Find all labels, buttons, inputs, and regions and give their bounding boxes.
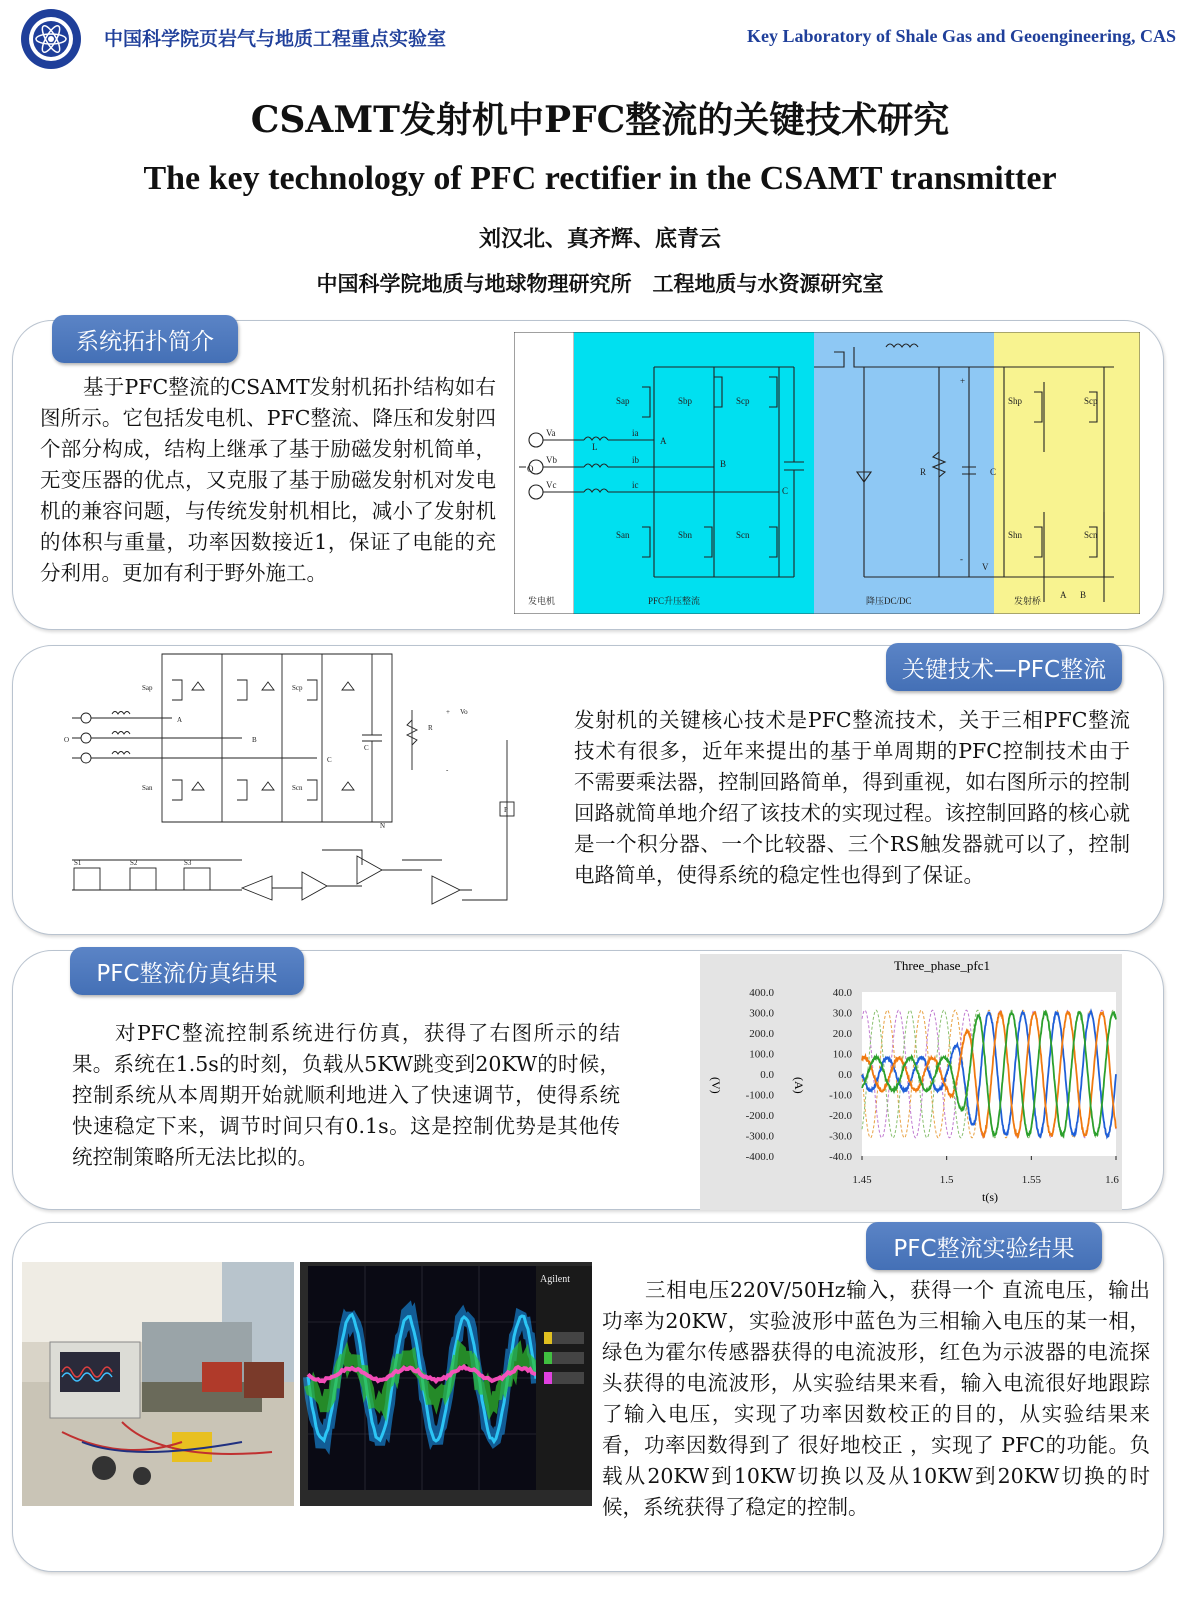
simulation-chart <box>700 954 1122 1210</box>
topology-diagram <box>514 332 1140 614</box>
topo-sap: Sap <box>616 396 630 406</box>
affiliation: 中国科学院地质与地球物理研究所 工程地质与水资源研究室 <box>316 272 884 296</box>
chart-ylabel-left: (V) <box>709 1077 723 1094</box>
svg-text:S1: S1 <box>74 859 82 867</box>
svg-text:S2: S2 <box>130 859 138 867</box>
topo-scn: Scn <box>736 530 750 540</box>
topo-plus: + <box>960 376 966 386</box>
chart-xtick: 1.45 <box>852 1174 872 1186</box>
topo-va: Va <box>546 428 556 438</box>
section-experiment-tag: PFC整流实验结果 <box>866 1222 1102 1270</box>
lab-photo <box>22 1262 294 1506</box>
chart-ytick-left: -300.0 <box>745 1130 774 1143</box>
chart-ytick-right: -20.0 <box>829 1110 852 1122</box>
svg-text:A: A <box>177 716 183 724</box>
topo-minus: - <box>960 554 963 564</box>
title-english: The key technology of PFC rectifier in the CSAMT transmitter <box>143 160 1057 197</box>
chart-ytick-left: 300.0 <box>749 1007 774 1020</box>
topo-sbn: Sbn <box>678 530 693 540</box>
section-topology-tag: 系统拓扑简介 <box>52 315 238 363</box>
chart-ytick-left: 0.0 <box>760 1069 774 1081</box>
authors: 刘汉北、真齐辉、底青云 <box>478 227 721 252</box>
topo-neutral: O <box>527 464 534 474</box>
topo-c: C <box>990 467 997 477</box>
chart-xtick: 1.6 <box>1105 1174 1119 1186</box>
svg-text:C: C <box>364 744 369 752</box>
topo-san: San <box>616 530 630 540</box>
chart-ytick-left: 100.0 <box>749 1048 774 1061</box>
chart-xtick: 1.5 <box>939 1174 954 1186</box>
header-lab-en: Key Laboratory of Shale Gas and Geoengineering, CAS <box>746 26 1176 46</box>
topo-zone-pfc: PFC升压整流 <box>648 596 701 606</box>
chart-ytick-right: 20.0 <box>832 1028 852 1040</box>
topo-vb: Vb <box>546 455 557 465</box>
chart-ytick-left: 200.0 <box>749 1028 774 1040</box>
svg-text:-: - <box>446 766 449 774</box>
svg-text:Vo: Vo <box>460 708 468 716</box>
chart-ytick-right: -10.0 <box>829 1089 852 1102</box>
topo-out-a: A <box>1060 590 1067 600</box>
section-simulation-tag: PFC整流仿真结果 <box>70 947 304 995</box>
title-chinese: CSAMT发射机中PFC整流的关键技术研究 <box>250 99 950 141</box>
topo-zone-dcdc: 降压DC/DC <box>866 596 912 606</box>
scope-brand: Agilent <box>540 1274 570 1285</box>
chart-ytick-right: 40.0 <box>832 987 852 999</box>
svg-text:Scn: Scn <box>292 784 303 792</box>
section-simulation-text <box>72 1018 620 1173</box>
topo-out-b: B <box>1080 590 1087 600</box>
chart-ytick-left: -200.0 <box>745 1110 774 1122</box>
svg-text:Sap: Sap <box>142 684 153 692</box>
header-lab-cn: 中国科学院页岩气与地质工程重点实验室 <box>104 28 447 50</box>
topo-ia: ia <box>632 428 639 438</box>
section-key-tech-tag: 关键技术—PFC整流 <box>886 643 1122 691</box>
chart-ytick-right: 0.0 <box>838 1069 852 1081</box>
section-topology-text <box>40 372 496 589</box>
svg-text:B: B <box>252 736 257 744</box>
svg-text:S3: S3 <box>184 859 192 867</box>
topo-vc: Vc <box>546 480 557 490</box>
topo-shp: Shp <box>1008 396 1023 406</box>
svg-text:+: + <box>446 708 450 716</box>
chart-ytick-left: -400.0 <box>745 1151 774 1163</box>
topo-zone-bridge: 发射桥 <box>1014 596 1042 606</box>
chart-ytick-right: 30.0 <box>832 1007 852 1020</box>
topo-scp: Scp <box>736 396 750 406</box>
topo-bridge-scn: Scn <box>1084 530 1098 540</box>
chart-xlabel: t(s) <box>982 1190 998 1204</box>
chart-xtick: 1.55 <box>1021 1174 1041 1186</box>
svg-text:Scp: Scp <box>292 684 303 692</box>
svg-text:P: P <box>504 806 508 814</box>
chart-ytick-left: -100.0 <box>745 1089 774 1102</box>
section-experiment-text <box>602 1275 1150 1523</box>
topo-node-c: C <box>782 486 789 496</box>
chart-ytick-right: -30.0 <box>829 1130 852 1143</box>
svg-text:N: N <box>380 822 386 830</box>
topo-node-b: B <box>720 459 727 469</box>
section-key-tech-paragraph: 发射机的关键核心技术是PFC整流技术，关于三相PFC整流技术有很多，近年来提出的基于单周期的PFC控制技术由于不需要乘法器，控制回路简单，得到重视，如右图所示的控制回路就简单地介绍了该技术的实现过程。该控制回路的核心就是一个积分器、一个比较器、三个RS触发器就可以了，控制电路简单，使得系统的稳定性也得到了保证。 <box>574 708 1130 887</box>
svg-text:C: C <box>327 756 332 764</box>
topo-shn: Shn <box>1008 530 1023 540</box>
topo-ic: ic <box>632 480 639 490</box>
control-loop-diagram <box>62 650 522 918</box>
topo-ib: ib <box>632 455 640 465</box>
topo-sbp: Sbp <box>678 396 693 406</box>
topo-v: V <box>982 562 989 572</box>
cas-logo <box>20 8 82 70</box>
topo-bridge-scp: Scp <box>1084 396 1098 406</box>
topo-zone-generator: 发电机 <box>528 596 556 606</box>
oscilloscope-photo <box>300 1262 592 1506</box>
svg-text:O: O <box>64 736 70 744</box>
chart-ylabel-right: (A) <box>792 1077 806 1094</box>
svg-text:San: San <box>142 784 153 792</box>
svg-text:R: R <box>428 724 433 732</box>
topo-node-a: A <box>660 436 667 446</box>
topo-inductor: L <box>592 442 598 452</box>
section-experiment-paragraph: 三相电压220V/50Hz输入，获得一个 直流电压，输出功率为20KW，实验波形中蓝色为三相输入电压的某一相，绿色为霍尔传感器获得的电流波形，红色为示波器的电流探头获得的电流波形，从实验结果来看，输入电流很好地跟踪了输入电压，实现了功率因数校正的目的，从实验结果来看，功率因数得到了 很好地校正 ，实现了 PFC的功能。负载从20KW到10KW切换以及从10KW到20KW切换的时候，系统获得了稳定的控制。 <box>602 1278 1150 1519</box>
section-key-tech-text <box>574 705 1130 891</box>
chart-ytick-left: 400.0 <box>749 987 774 999</box>
chart-title: Three_phase_pfc1 <box>893 958 991 973</box>
chart-ytick-right: -40.0 <box>829 1151 852 1163</box>
section-topology-paragraph: 基于PFC整流的CSAMT发射机拓扑结构如右图所示。它包括发电机、PFC整流、降压和发射四个部分构成，结构上继承了基于励磁发射机简单，无变压器的优点，又克服了基于励磁发射机对发电机的兼容问题，与传统发射机相比，减小了发射机的体积与重量，功率因数接近1，保证了电能的充分利用。更加有利于野外施工。 <box>40 375 496 585</box>
section-simulation-paragraph: 对PFC整流控制系统进行仿真，获得了右图所示的结果。系统在1.5s的时刻，负载从5KW跳变到20KW的时候，控制系统从本周期开始就顺利地进入了快速调节，使得系统快速稳定下来，调节时间只有0.1s。这是控制优势是其他传统控制策略所无法比拟的。 <box>72 1021 620 1169</box>
topo-r: R <box>920 467 927 477</box>
chart-ytick-right: 10.0 <box>832 1048 852 1061</box>
